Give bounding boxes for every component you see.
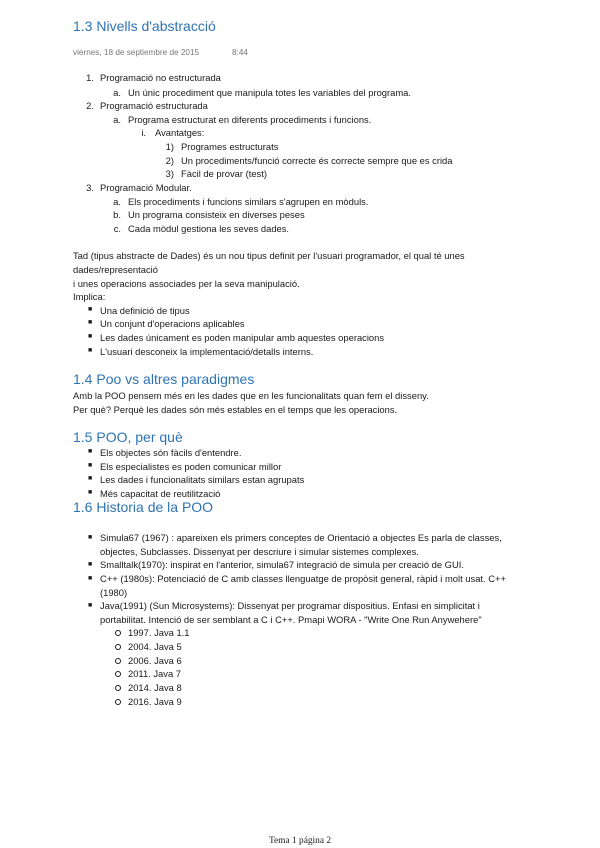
list-item: 2014. Java 8 [128,682,182,693]
list-item: C++ (1980s): Potenciació de C amb classes llenguatge de propòsit general, ràpid i molt usat. C++ [100,573,506,584]
list-item: 2006. Java 6 [128,655,182,666]
list-item: Fàcil de provar (test) [181,168,267,179]
bullet-icon: ■ [88,575,93,582]
list-item: Les dades i funcionalitats similars estan agrupats [100,474,305,485]
circle-bullet-icon [115,685,121,691]
list-item: Programació Modular. [100,182,192,193]
list-item: 2016. Java 9 [128,696,182,707]
list-item: Les dades únicament es poden manipular amb aquestes operacions [100,332,385,343]
bullet-icon: ■ [88,319,93,326]
circle-bullet-icon [115,671,121,677]
list-item: 2011. Java 7 [128,668,181,679]
list-item-continued: (1980) [100,587,128,598]
list-item: Un conjunt d'operacions aplicables [100,318,245,329]
list-number: 2) [165,155,174,166]
bullet-icon: ■ [88,602,93,609]
bullet-icon: ■ [88,306,93,313]
list-number: 3) [165,168,174,179]
paragraph: Amb la POO pensem més en les dades que en les funcionalitats quan fem el disseny. [73,390,429,401]
section-title-1-6: 1.6 Historia de la POO [73,499,214,515]
list-item: Avantatges: [155,127,205,138]
list-item: Cada mòdul gestiona les seves dades. [128,223,290,234]
page-footer: Tema 1 página 2 [268,836,332,846]
list-item-continued: portabilitat. Intenció de ser semblant a C i C++. Pmapi WORA - "Write One Run Anywehere" [100,614,482,625]
list-item: Una definició de tipus [100,305,190,316]
paragraph-implica: Implica: [73,291,106,302]
circle-bullet-icon [115,644,121,650]
list-item: Smalltalk(1970): inspirat en l'anterior, simula67 integració de simula per creació de GUI. [100,559,464,570]
list-number: 1. [86,72,94,83]
list-item: Els especialistes es poden comunicar millor [100,461,282,472]
bullet-icon: ■ [88,333,93,340]
paragraph-tad-2: dades/representació [73,264,158,275]
list-item: Un programa consisteix en diverses peses [128,209,305,220]
page-time: 8:44 [232,48,248,57]
list-letter: a. [113,87,121,98]
list-item-continued: objectes, Subclasses. Dissenyat per descriure i simular sistemes complexes. [100,546,419,557]
list-item: Els procediments i funcions similars s'agrupen en mòduls. [128,196,369,207]
list-item: Simula67 (1967) : apareixen els primers conceptes de Orientació a objectes Es parla de classes, [100,532,502,543]
list-item: Programa estructurat en diferents procediments i funcions. [128,114,372,125]
section-title-1-3: 1.3 Nivells d'abstracció [73,18,216,34]
bullet-icon: ■ [88,462,93,469]
list-item: 2004. Java 5 [128,641,182,652]
list-item: Més capacitat de reutilització [100,488,221,499]
list-number: 1) [165,141,174,152]
list-item: 1997. Java 1.1 [128,627,190,638]
list-number: 2. [86,100,94,111]
bullet-icon: ■ [88,534,93,541]
section-title-1-4: 1.4 Poo vs altres paradigmes [73,371,255,387]
list-item: L'usuari desconeix la implementació/detalls interns. [100,346,314,357]
list-roman: i. [141,127,146,138]
list-letter: b. [113,209,121,220]
bullet-icon: ■ [88,475,93,482]
bullet-icon: ■ [88,347,93,354]
list-number: 3. [86,182,94,193]
list-letter: a. [113,114,121,125]
list-letter: c. [113,223,121,234]
list-item: Un únic procediment que manipula totes les variables del programa. [128,87,411,98]
circle-bullet-icon [115,699,121,705]
paragraph: Per què? Perquè les dades són més estables en el temps que les operacions. [73,404,398,415]
bullet-icon: ■ [88,489,93,496]
list-item: Un procediments/funció correcte és correcte sempre que es crida [181,155,453,166]
list-item: Programació no estructurada [100,72,221,83]
circle-bullet-icon [115,630,121,636]
list-item: Java(1991) (Sun Microsystems): Dissenyat per programar dispositius. Enfasi en simplicitat i [100,600,480,611]
circle-bullet-icon [115,658,121,664]
list-item: Programes estructurats [181,141,279,152]
section-title-1-5: 1.5 POO, per què [73,429,183,445]
page-date: viernes, 18 de septiembre de 2015 [73,48,200,57]
paragraph-tad-1: Tad (tipus abstracte de Dades) és un nou tipus definit per l'usuari programador, el qual té unes [73,250,465,261]
bullet-icon: ■ [88,561,93,568]
list-item: Els objectes són fàcils d'entendre. [100,447,242,458]
list-letter: a. [113,196,121,207]
paragraph-tad-3: i unes operacions associades per la seva manipulació. [73,278,300,289]
bullet-icon: ■ [88,448,93,455]
list-item: Programació estructurada [100,100,208,111]
